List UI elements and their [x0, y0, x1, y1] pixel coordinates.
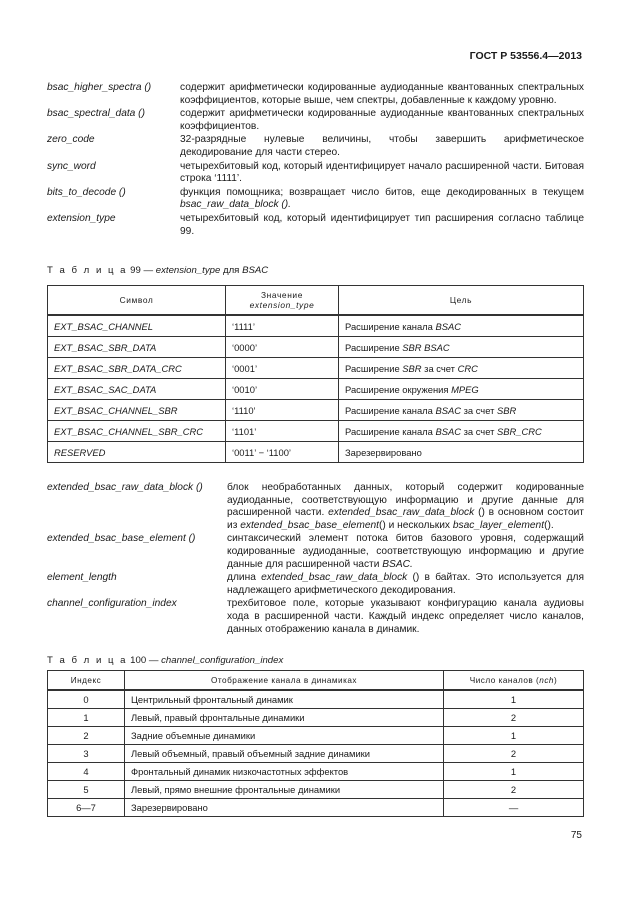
cell-value: ‘1110’	[226, 400, 339, 421]
definition-item	[47, 572, 584, 597]
definition-text: четырехбитовый код, который идентифицирует тип расширения согласно таблице 99.	[180, 212, 584, 237]
definition-text: длина extended_bsac_raw_data_block () в байтах. Это используется для надлежащего арифметического декодирования.	[227, 572, 584, 596]
cell-index: 4	[48, 763, 125, 781]
cell-index: 6—7	[48, 799, 125, 817]
table-row	[48, 379, 584, 400]
table-row	[48, 709, 584, 727]
definition-item	[47, 161, 584, 186]
cell-value: ‘1111’	[226, 315, 339, 337]
definitions-list-1	[47, 82, 584, 239]
cell-goal: Зарезервировано	[339, 442, 584, 463]
table-row	[48, 690, 584, 709]
cell-index: 2	[48, 727, 125, 745]
cell-index: 1	[48, 709, 125, 727]
cell-index: 3	[48, 745, 125, 763]
table-row	[48, 799, 584, 817]
cell-symbol: EXT_BSAC_CHANNEL_SBR	[48, 400, 226, 421]
table-100-caption: Т а б л и ц а 100 — channel_configuration_index	[47, 655, 284, 666]
definition-item	[47, 187, 584, 212]
cell-nch: 2	[444, 745, 584, 763]
definition-term: element_length	[47, 572, 117, 584]
definition-item	[47, 134, 584, 159]
cell-symbol: RESERVED	[48, 442, 226, 463]
cell-value: ‘0000’	[226, 337, 339, 358]
definition-text: содержит арифметически кодированные аудиоданные квантованных спектральных коэффициентов, которые выше, чем спектры, добавленные к каждому уровню.	[180, 82, 584, 106]
table-99	[47, 285, 584, 463]
cell-nch: 1	[444, 727, 584, 745]
cell-goal: Расширение SBR за счет CRC	[339, 358, 584, 379]
cell-symbol: EXT_BSAC_SBR_DATA_CRC	[48, 358, 226, 379]
table-row	[48, 400, 584, 421]
cell-nch: 1	[444, 690, 584, 709]
cell-mapping: Зарезервировано	[125, 799, 444, 817]
column-header-value: Значение extension_type	[226, 286, 339, 316]
definition-term: sync_word	[47, 160, 96, 172]
cell-value: ‘0011’ − ‘1100’	[226, 442, 339, 463]
column-header-nch: Число каналов (nch)	[444, 671, 584, 691]
cell-value: ‘1101’	[226, 421, 339, 442]
cell-nch: 2	[444, 781, 584, 799]
table-row	[48, 358, 584, 379]
column-header-symbol: Символ	[48, 286, 226, 316]
definition-term: bits_to_decode ()	[47, 186, 126, 198]
table-100	[47, 670, 584, 817]
cell-symbol: EXT_BSAC_SAC_DATA	[48, 379, 226, 400]
definition-text: 32-разрядные нулевые величины, чтобы завершить арифметическое декодирование для части стерео.	[180, 134, 584, 158]
table-row	[48, 337, 584, 358]
cell-nch: —	[444, 799, 584, 817]
cell-goal: Расширение окружения MPEG	[339, 379, 584, 400]
definition-term: bsac_spectral_data ()	[47, 108, 145, 120]
definition-item	[47, 533, 584, 571]
page-number: 75	[570, 830, 582, 841]
cell-mapping: Левый, прямо внешние фронтальные динамики	[125, 781, 444, 799]
definition-item	[47, 82, 584, 107]
cell-mapping: Центрильный фронтальный динамик	[125, 690, 444, 709]
definition-term: zero_code	[47, 134, 95, 146]
definition-text-italic: bsac_raw_data_block ().	[180, 199, 291, 211]
definition-text: функция помощника; возвращает число битов, еще декодированных в текущем bsac_raw_data_block ().	[180, 186, 584, 211]
definition-term: bsac_higher_spectra ()	[47, 82, 152, 93]
cell-symbol: EXT_BSAC_CHANNEL	[48, 315, 226, 337]
table-row	[48, 421, 584, 442]
table-row	[48, 763, 584, 781]
definition-text: синтаксический элемент потока битов базового уровня, содержащий кодированные аудиоданные, соответствующую информацию и другие данные для расширенной части BSAC.	[227, 533, 584, 570]
definition-item	[47, 598, 584, 636]
definition-term: extended_bsac_raw_data_block ()	[47, 482, 203, 493]
cell-symbol: EXT_BSAC_SBR_DATA	[48, 337, 226, 358]
definition-item	[47, 213, 584, 238]
column-header-goal: Цель	[339, 286, 584, 316]
definition-item	[47, 482, 584, 532]
column-header-mapping: Отображение канала в динамиках	[125, 671, 444, 691]
cell-goal: Расширение SBR BSAC	[339, 337, 584, 358]
cell-value: ‘0010’	[226, 379, 339, 400]
cell-goal: Расширение канала BSAC	[339, 315, 584, 337]
cell-goal: Расширение канала BSAC за счет SBR_CRC	[339, 421, 584, 442]
cell-nch: 1	[444, 763, 584, 781]
cell-mapping: Левый, правый фронтальные динамики	[125, 709, 444, 727]
cell-mapping: Задние объемные динамики	[125, 727, 444, 745]
definition-item	[47, 108, 584, 133]
definition-term: extended_bsac_base_element ()	[47, 533, 196, 545]
table-99-caption: Т а б л и ц а 99 — extension_type для BSAC	[47, 265, 269, 276]
definition-text: содержит арифметически кодированные аудиоданные квантованных спектральных коэффициентов.	[180, 108, 584, 132]
definition-text: блок необработанных данных, который содержит кодированные аудиоданные, соответствующую информацию и другие данные для расширенной части. extended_bsac_raw_data_block () в основном состоит из extended_bsac_base_element() и нескольких bsac_layer_element().	[227, 482, 584, 531]
table-row	[48, 781, 584, 799]
cell-symbol: EXT_BSAC_CHANNEL_SBR_CRC	[48, 421, 226, 442]
table-row	[48, 727, 584, 745]
document-header: ГОСТ Р 53556.4—2013	[469, 50, 582, 62]
definition-text: четырехбитовый код, который идентифицирует начало расширенной части. Битовая строка ‘1111’.	[180, 160, 584, 185]
definition-text: трехбитовое поле, которые указывают конфигурацию канала аудиовы хода в расширенной части. Каждый индекс определяет число каналов, данных отображению канала в динамик.	[227, 598, 584, 635]
cell-index: 0	[48, 690, 125, 709]
cell-index: 5	[48, 781, 125, 799]
cell-value: ‘0001’	[226, 358, 339, 379]
column-header-index: Индекс	[48, 671, 125, 691]
table-row	[48, 315, 584, 337]
definition-term: channel_configuration_index	[47, 598, 177, 610]
cell-mapping: Фронтальный динамик низкочастотных эффектов	[125, 763, 444, 781]
table-row	[48, 442, 584, 463]
cell-mapping: Левый объемный, правый объемный задние динамики	[125, 745, 444, 763]
definition-term: extension_type	[47, 212, 116, 224]
cell-goal: Расширение канала BSAC за счет SBR	[339, 400, 584, 421]
definitions-list-2	[47, 482, 584, 637]
table-row	[48, 745, 584, 763]
cell-nch: 2	[444, 709, 584, 727]
